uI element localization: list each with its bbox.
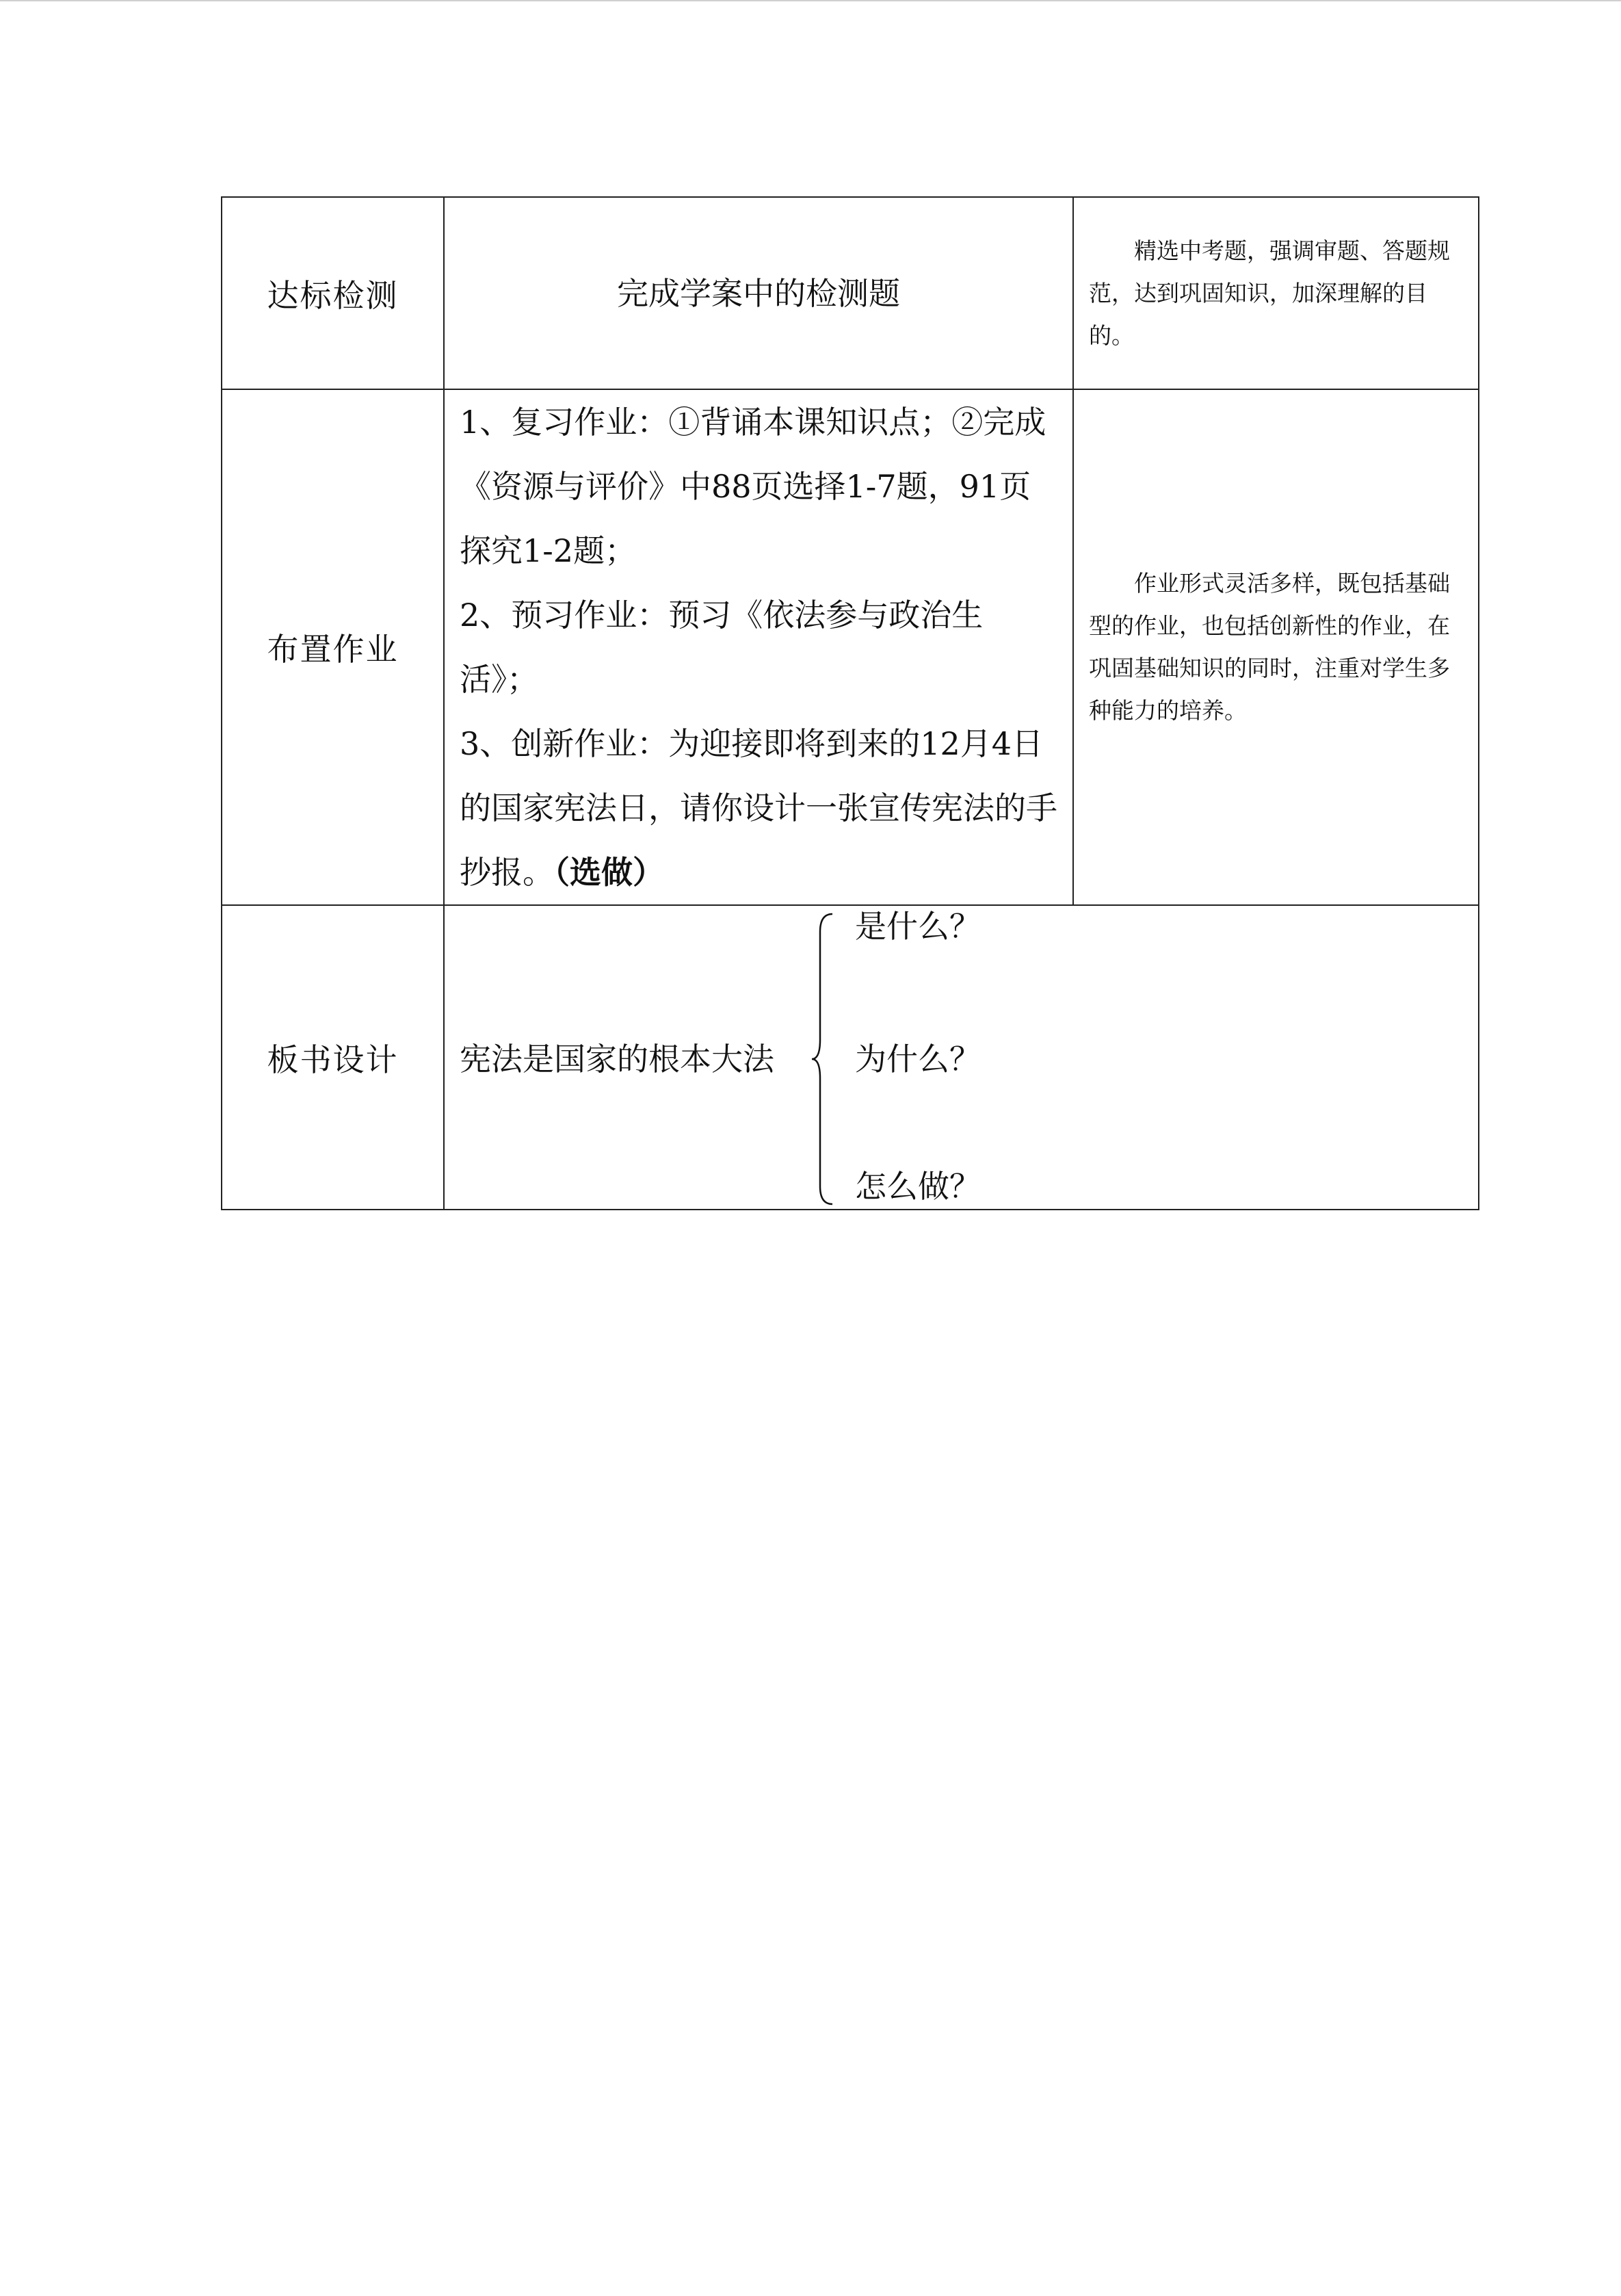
assessment-content: 完成学案中的检测题	[444, 197, 1073, 389]
board-branch-what: 是什么？	[855, 908, 981, 945]
homework-item-3-text: 3、创新作业：为迎接即将到来的12月4日的国家宪法日，请你设计一张宣传宪法的手抄报。	[460, 725, 1057, 891]
assessment-note: 精选中考题，强调审题、答题规范，达到巩固知识，加深理解的目的。	[1089, 237, 1450, 349]
table-row-assessment	[222, 197, 1479, 389]
homework-label: 布置作业	[222, 389, 444, 905]
board-design-label: 板书设计	[222, 905, 444, 1210]
assessment-label: 达标检测	[222, 197, 444, 389]
homework-content	[444, 389, 1073, 905]
homework-item-3-optional: （选做）	[554, 854, 664, 891]
homework-item-1: 1、复习作业：①背诵本课知识点；②完成《资源与评价》中88页选择1-7题，91页探究1-2题；	[460, 404, 1046, 569]
homework-item-2: 2、预习作业：预习《依法参与政治生活》；	[460, 597, 984, 698]
table-row-board-design	[222, 905, 1479, 1210]
board-main-topic: 宪法是国家的根本大法	[460, 1041, 774, 1078]
table-row-homework	[222, 389, 1479, 905]
board-design-content	[444, 905, 1479, 1210]
lesson-plan-table	[221, 196, 1479, 1210]
page-top-rule	[0, 0, 1621, 1]
assessment-note-cell	[1073, 197, 1479, 389]
homework-note: 作业形式灵活多样，既包括基础型的作业，也包括创新性的作业，在巩固基础知识的同时，注重对学生多种能力的培养。	[1089, 570, 1450, 724]
board-branch-how: 怎么做？	[855, 1168, 981, 1205]
curly-brace-icon	[810, 913, 838, 1205]
board-branch-why: 为什么？	[855, 1041, 981, 1078]
homework-item-3	[460, 712, 1057, 904]
homework-note-cell	[1073, 389, 1479, 905]
